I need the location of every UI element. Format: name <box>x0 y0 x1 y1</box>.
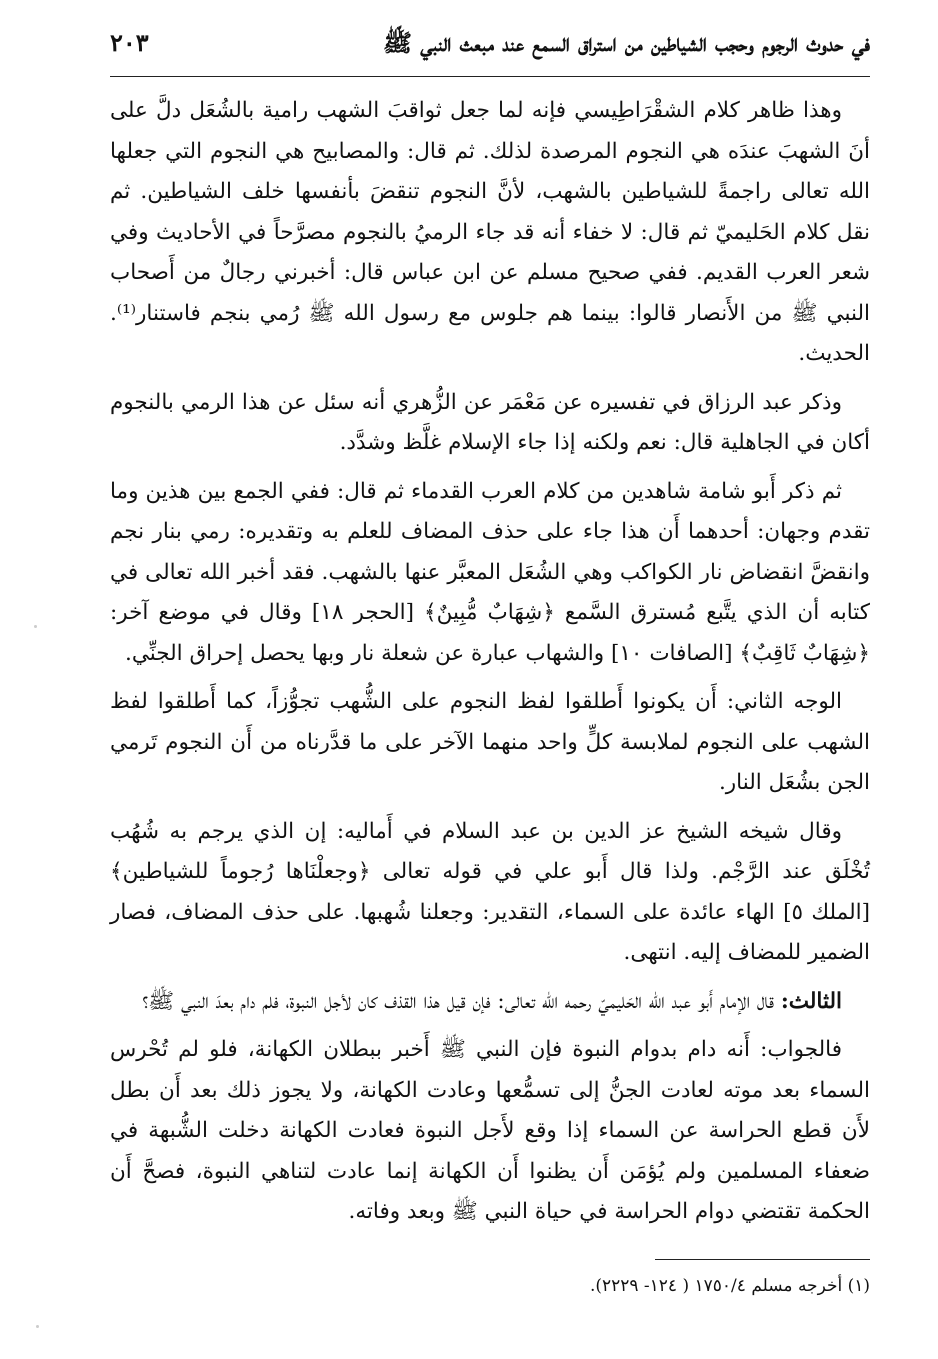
chapter-title: في حدوث الرجوم وحجب الشياطين من استراق السمع عند مبعث النبي ﷺ <box>382 28 870 57</box>
footnote: (١) أخرجه مسلم ١٧٥٠/٤ ( ١٢٤- ٢٢٢٩). <box>589 1275 870 1296</box>
main-text <box>110 91 870 1233</box>
footnote-rule <box>655 1259 870 1260</box>
margin-speck <box>36 1325 39 1328</box>
paragraph: وذكر عبد الرزاق في تفسيره عن مَعْمَر عن الزُّهري أنه سئل عن هذا الرمي بالنجوم أكان في الجاهلية قال: نعم ولكنه إذا جاء الإسلام غلَّظ وشدَّد. <box>110 389 870 455</box>
section-lead: الثالث: <box>780 988 842 1014</box>
paragraph: ثم ذكر أَبو شامة شاهدين من كلام العرب القدماء ثم قال: ففي الجمع بين هذين وما تقدم وجهان: أحدهما أَن هذا جاء على حذف المضاف للعلم به وتقديره: رمي بنار نجم وانقضَّ انقضاض نار الكواكب وهي الشُعَل المعبَّر عنها بالشهب. فقد أخبر الله تعالى في كتابه أن الذي يتَّبع مُسترق السَّمع ﴿شِهَابٌ مُّبِينٌ﴾ [الحجر ١٨] وقال في موضع آخر: ﴿شِهَابٌ ثَاقِبٌ﴾ [الصافات ١٠] والشهاب عبارة عن شعلة نار وبها يحصل إحراق الجنِّي. <box>110 478 871 666</box>
header-rule <box>110 76 870 77</box>
margin-speck <box>34 625 37 628</box>
page-number: ٢٠٣ <box>110 28 149 57</box>
book-page <box>110 28 870 1338</box>
running-header <box>110 28 870 72</box>
paragraph: فالجواب: أَنه دام بدوام النبوة فإن النبي ﷺ أَخبر ببطلان الكهانة، فلو لم تُحْرس السماء بعد موته لعادت الجنُّ إلى تسمُّعها وعادت الكهانة، ولا يجوز ذلك بعد أَن بطل لأَن قطع الحراسة عن السماء إذا وقع لأَجل النبوة فعادت الكهانة دخلت الشُّبهة في ضعفاء المسلمين ولم يُؤمَن أَن يظنوا أَن الكهانة إنما عادت لتناهي النبوة، فصحَّ أَن الحكمة تقتضي دوام الحراسة في حياة النبي ﷺ وبعد وفاته. <box>110 1037 870 1224</box>
paragraph: وقال شيخه الشيخ عز الدين بن عبد السلام في أَماليه: إن الذي يرجم به شُهُب تُخْلَق عند الرَّجْم. ولذا قال أَبو علي في قوله تعالى ﴿وجعلْنَاها رُجوماً للشياطين﴾ [الملك ٥] الهاء عائدة على السماء، التقدير: وجعلنا شُهبها. على حذف المضاف، فصار الضمير للمضاف إليه. انتهى. <box>110 818 870 965</box>
paragraph: وهذا ظاهر كلام الشقْرَاطِيسي فإنه لما جعل ثواقبَ الشهب رامية بالشُعَل دلَّ على أنَ الشهبَ عندَه هي النجوم المرصدة لذلك. ثم قال: والمصابيح هي النجوم التي جعلها الله تعالى راجمةً للشياطين بالشهب، لأنَّ النجوم تنقضَ بأنفسها خلف الشياطين. ثم نقل كلام الحَليميّ ثم قال: لا خفاء أنه قد جاء الرميُ بالنجوم مصرَّحاً في الأحاديث وفي شعر العرب القديم. ففي صحيح مسلم عن ابن عباس قال: أخبرني رجالٌ من أَصحاب النبي ﷺ من الأَنصار قالوا: بينما هم جلوس مع رسول الله ﷺ رُمي بنجم فاستنار⁽¹⁾. الحديث. <box>110 98 870 366</box>
paragraph: الثالث: قال الإمام أَبو عبد الله الحَليميّ رحمه الله تعالى: فإن قيل هذا القذف كان لأجل النبوة، فلم دام بعدَ النبي ﷺ؟ <box>142 988 842 1014</box>
paragraph: الوجه الثاني: أَن يكونوا أَطلقوا لفظ النجوم على الشُّهب تجوُّزاً، كما أَطلقوا لفظ الشهب على النجوم لملابسة كلٍّ واحد منهما الآخر على ما قدَّرناه من أَن النجوم تَرمي الجن بشُعَل النار. <box>110 689 870 795</box>
